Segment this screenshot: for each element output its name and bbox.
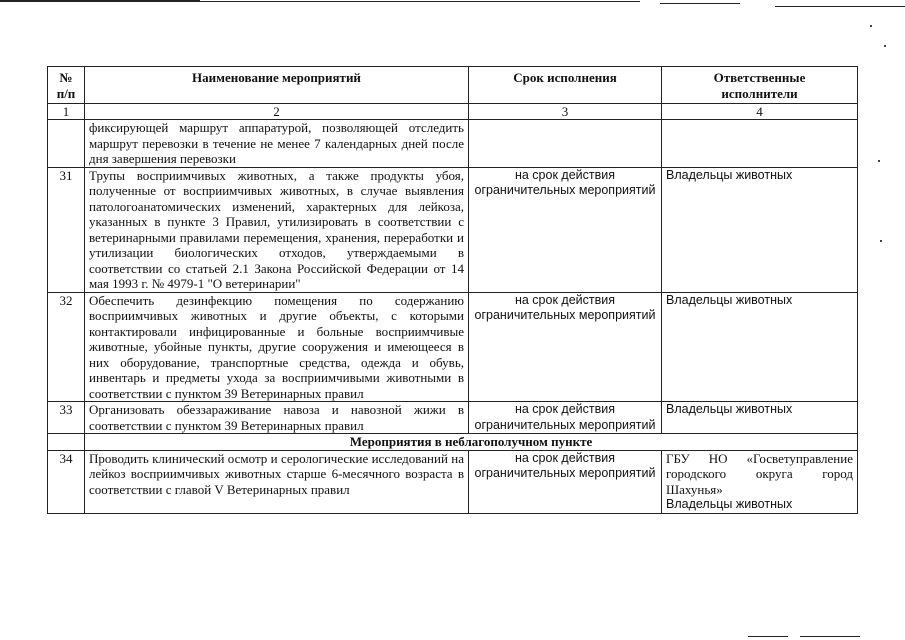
measures-table xyxy=(47,66,858,514)
row-num xyxy=(48,120,85,168)
table-header-row xyxy=(48,67,858,104)
table-row xyxy=(48,120,858,168)
table-row xyxy=(48,402,858,434)
row-responsible xyxy=(662,120,858,168)
row-term xyxy=(469,120,662,168)
header-name: Наименование мероприятий xyxy=(85,67,469,104)
row-responsible: Владельцы животных xyxy=(662,167,858,292)
row-num: 31 xyxy=(48,167,85,292)
column-number: 2 xyxy=(85,104,469,120)
scan-speck xyxy=(884,45,886,47)
row-term: на срок действия ограничительных мероприятий xyxy=(469,292,662,402)
scan-edge-line xyxy=(775,6,905,7)
responsible-organization: ГБУ НО «Госветуправление городского округа город Шахунья» xyxy=(666,450,853,497)
header-term: Срок исполнения xyxy=(469,67,662,104)
row-num: 33 xyxy=(48,402,85,434)
scan-speck xyxy=(878,160,880,162)
row-responsible xyxy=(662,450,858,513)
row-measure: Проводить клинический осмотр и серологические исследований на лейкоз восприимчивых животных старше 6-месячного возраста в соответствии с главой V Ветеринарных правил xyxy=(85,450,469,513)
header-num: № п/п xyxy=(48,67,85,104)
section-row xyxy=(48,434,858,451)
column-number: 3 xyxy=(469,104,662,120)
column-number: 1 xyxy=(48,104,85,120)
row-measure: Организовать обеззараживание навоза и навозной жижи в соответствии с пунктом 39 Ветеринарных правил xyxy=(85,402,469,434)
responsible-owners: Владельцы животных xyxy=(666,497,793,511)
scan-speck xyxy=(870,25,872,27)
row-term: на срок действия ограничительных мероприятий xyxy=(469,450,662,513)
scan-edge-line xyxy=(800,636,860,637)
scan-edge-line xyxy=(660,3,740,4)
row-num: 32 xyxy=(48,292,85,402)
header-resp: Ответственные исполнители xyxy=(662,67,858,104)
row-term: на срок действия ограничительных мероприятий xyxy=(469,167,662,292)
scan-edge-line xyxy=(0,0,200,2)
table-row xyxy=(48,450,858,513)
section-title: Мероприятия в неблагополучном пункте xyxy=(85,434,858,451)
table-row xyxy=(48,292,858,402)
row-measure: фиксирующей маршрут аппаратурой, позволяющей отследить маршрут перевозки в течение не менее 7 календарных дней после дня завершения перевозки xyxy=(85,120,469,168)
column-number: 4 xyxy=(662,104,858,120)
row-responsible: Владельцы животных xyxy=(662,292,858,402)
row-measure: Трупы восприимчивых животных, а также продукты убоя, полученные от восприимчивых животных, в случае выявления патологоанатомических изменений, характерных для лейкоза, указанных в пункте 3 Правил, утилизировать в соответствии с ветеринарными правилами перемещения, хранения, переработки и утилизации биологических отходов, утверждаемыми в соответствии со статьей 2.1 Закона Российской Федерации от 14 мая 1993 г. № 4979-1 "О ветеринарии" xyxy=(85,167,469,292)
row-term: на срок действия ограничительных мероприятий xyxy=(469,402,662,434)
row-num: 34 xyxy=(48,450,85,513)
row-measure: Обеспечить дезинфекцию помещения по содержанию восприимчивых животных и другие объекты, с которыми контактировали инфицированные и больные восприимчивые животные, убойные пункты, другие сооружения и имеющееся в них оборудование, транспортные средства, одежда и обувь, инвентарь и предметы ухода за восприимчивыми животными в соответствии с пунктом 39 Ветеринарных правил xyxy=(85,292,469,402)
row-responsible: Владельцы животных xyxy=(662,402,858,434)
column-number-row xyxy=(48,104,858,120)
scan-speck xyxy=(880,240,882,242)
section-num-cell xyxy=(48,434,85,451)
table-row xyxy=(48,167,858,292)
scan-edge-line xyxy=(748,636,788,637)
scan-edge-line xyxy=(200,1,640,2)
